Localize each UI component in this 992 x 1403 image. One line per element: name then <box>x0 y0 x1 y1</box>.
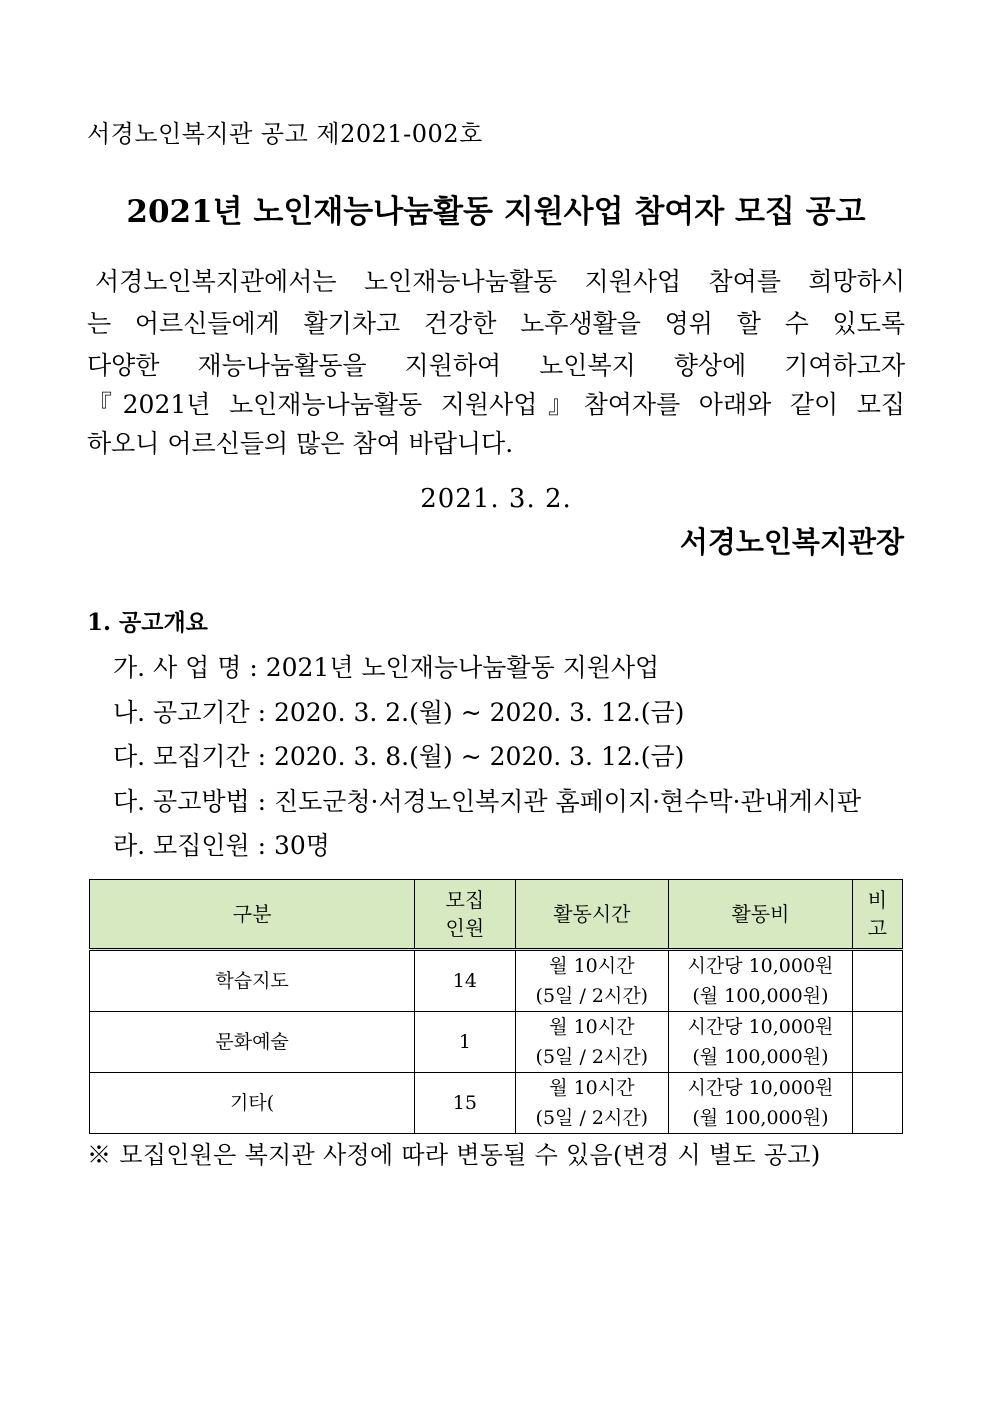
intro-line: 는 어르신들에게 활기차고 건강한 노후생활을 영위 할 수 있도록 <box>87 309 905 338</box>
header-note <box>852 880 902 950</box>
header-activity-fee: 활동비 <box>669 880 853 950</box>
overview-item-recruit-period: 다. 모집기간 : 2020. 3. 8.(월) ~ 2020. 3. 12.(금) <box>113 742 685 771</box>
cell-fee-line2: (월 100,000원) <box>692 1107 829 1129</box>
cell-category: 학습지도 <box>90 950 415 1012</box>
intro-line: 『2021년 노인재능나눔활동 지원사업』참여자를 아래와 같이 모집 <box>87 390 905 419</box>
cell-time-line2: (5일 / 2시간) <box>535 1046 649 1068</box>
header-note-line1: 비 <box>867 888 888 912</box>
overview-item-project-name: 가. 사 업 명 : 2021년 노인재능나눔활동 지원사업 <box>113 653 660 682</box>
cell-time-line1: 월 10시간 <box>549 1016 635 1038</box>
cell-category: 문화예술 <box>90 1012 415 1073</box>
intro-line: 하오니 어르신들의 많은 참여 바랍니다. <box>87 429 514 458</box>
cell-note <box>852 1012 902 1073</box>
cell-fee-line1: 시간당 10,000원 <box>687 1016 834 1038</box>
footnote: ※ 모집인원은 복지관 사정에 따라 변동될 수 있음(변경 시 별도 공고) <box>87 1141 821 1169</box>
overview-item-notice-period: 나. 공고기간 : 2020. 3. 2.(월) ~ 2020. 3. 12.(금) <box>113 698 685 727</box>
signatory: 서경노인복지관장 <box>679 525 904 559</box>
cell-fee <box>669 1073 853 1134</box>
header-count-line1: 모집 <box>445 888 485 912</box>
intro-line: 서경노인복지관에서는 노인재능나눔활동 지원사업 참여를 희망하시 <box>95 267 905 296</box>
section-heading-overview: 1. 공고개요 <box>87 609 208 636</box>
cell-fee-line1: 시간당 10,000원 <box>687 1077 834 1099</box>
cell-count: 15 <box>415 1073 515 1134</box>
cell-fee-line1: 시간당 10,000원 <box>687 955 834 977</box>
table-row <box>90 1012 903 1073</box>
header-count <box>415 880 515 950</box>
table-row <box>90 1073 903 1134</box>
notice-date: 2021. 3. 2. <box>420 484 572 514</box>
table-header-row <box>90 880 903 950</box>
overview-item-notice-method: 다. 공고방법 : 진도군청·서경노인복지관 홈페이지·현수막·관내게시판 <box>113 787 862 816</box>
header-note-line2: 고 <box>867 916 888 940</box>
cell-category: 기타( <box>90 1073 415 1134</box>
header-category: 구분 <box>90 880 415 950</box>
cell-fee <box>669 1012 853 1073</box>
cell-time-line1: 월 10시간 <box>549 955 635 977</box>
header-count-line2: 인원 <box>445 916 485 940</box>
cell-time <box>515 1012 669 1073</box>
cell-count: 14 <box>415 950 515 1012</box>
cell-time <box>515 950 669 1012</box>
cell-fee-line2: (월 100,000원) <box>692 985 829 1007</box>
cell-note <box>852 1073 902 1134</box>
cell-time <box>515 1073 669 1134</box>
cell-time-line2: (5일 / 2시간) <box>535 1107 649 1129</box>
table-row <box>90 950 903 1012</box>
cell-time-line2: (5일 / 2시간) <box>535 985 649 1007</box>
page-title: 2021년 노인재능나눔활동 지원사업 참여자 모집 공고 <box>126 194 866 230</box>
intro-line: 다양한 재능나눔활동을 지원하여 노인복지 향상에 기여하고자 <box>87 351 905 380</box>
recruitment-table <box>89 879 903 1134</box>
notice-number: 서경노인복지관 공고 제2021-002호 <box>87 120 483 148</box>
overview-item-headcount: 라. 모집인원 : 30명 <box>113 831 330 860</box>
cell-time-line1: 월 10시간 <box>549 1077 635 1099</box>
header-activity-time: 활동시간 <box>515 880 669 950</box>
cell-count: 1 <box>415 1012 515 1073</box>
cell-note <box>852 950 902 1012</box>
cell-fee-line2: (월 100,000원) <box>692 1046 829 1068</box>
cell-fee <box>669 950 853 1012</box>
